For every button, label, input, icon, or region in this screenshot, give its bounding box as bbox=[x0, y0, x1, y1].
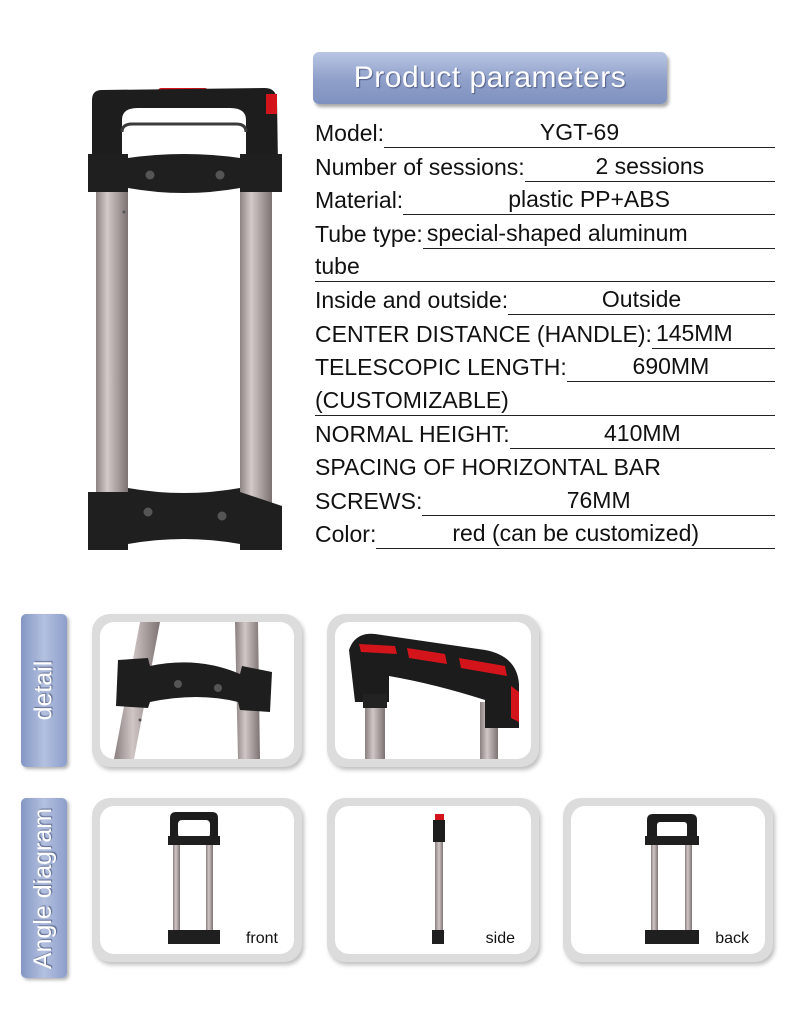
param-value: YGT-69 bbox=[384, 119, 775, 148]
param-label: SCREWS: bbox=[315, 487, 423, 514]
angle-diagram-section-tab bbox=[21, 798, 67, 978]
param-row-screws bbox=[315, 483, 775, 516]
trolley-handle-product-image bbox=[80, 80, 295, 560]
angle-side-frame bbox=[327, 798, 539, 962]
param-row-tube-continued bbox=[315, 250, 775, 283]
detail-bracket-frame bbox=[92, 614, 302, 767]
param-label: TELESCOPIC LENGTH: bbox=[315, 354, 567, 381]
param-label: Color: bbox=[315, 521, 377, 548]
front-view-caption: front bbox=[245, 930, 278, 947]
param-value: 690MM bbox=[567, 353, 775, 382]
param-row-inside-outside bbox=[315, 283, 775, 316]
param-row-tube-type bbox=[315, 216, 775, 249]
back-view-caption: back bbox=[715, 930, 749, 947]
angle-front-frame bbox=[92, 798, 302, 962]
param-value: 410MM bbox=[510, 420, 775, 449]
parameters-list bbox=[315, 116, 775, 550]
param-row-sessions bbox=[315, 149, 775, 182]
param-label: Tube type: bbox=[315, 220, 423, 247]
param-row-model bbox=[315, 116, 775, 149]
param-row-spacing bbox=[315, 450, 775, 483]
detail-section-label: detail bbox=[29, 660, 58, 721]
handle-detail-image bbox=[335, 622, 531, 759]
param-row-color bbox=[315, 517, 775, 550]
param-value: plastic PP+ABS bbox=[403, 186, 775, 215]
param-row-customizable bbox=[315, 383, 775, 416]
detail-section-tab bbox=[21, 614, 67, 767]
param-row-center-distance bbox=[315, 316, 775, 349]
param-label: Number of sessions: bbox=[315, 153, 525, 180]
param-label: tube bbox=[315, 253, 775, 282]
param-label: NORMAL HEIGHT: bbox=[315, 420, 510, 447]
param-value: Outside bbox=[508, 286, 775, 315]
param-label: (CUSTOMIZABLE) bbox=[315, 387, 775, 416]
param-row-material bbox=[315, 183, 775, 216]
product-parameters-title: Product parameters bbox=[313, 52, 667, 104]
param-row-telescopic-length bbox=[315, 350, 775, 383]
param-value: 145MM bbox=[652, 320, 775, 349]
param-label: CENTER DISTANCE (HANDLE): bbox=[315, 320, 652, 347]
param-value: 2 sessions bbox=[525, 153, 775, 182]
param-label: Model: bbox=[315, 120, 385, 147]
angle-diagram-section-label: Angle diagram bbox=[29, 807, 58, 969]
bracket-detail-image bbox=[100, 622, 294, 759]
detail-handle-frame bbox=[327, 614, 539, 767]
param-value: red (can be customized) bbox=[376, 520, 775, 549]
side-view-caption: side bbox=[485, 930, 515, 947]
param-row-normal-height bbox=[315, 417, 775, 450]
param-value: 76MM bbox=[422, 487, 775, 516]
param-label: SPACING OF HORIZONTAL BAR bbox=[315, 454, 661, 481]
param-value: special-shaped aluminum bbox=[423, 220, 775, 249]
param-label: Material: bbox=[315, 187, 404, 214]
angle-back-frame bbox=[563, 798, 773, 962]
param-label: Inside and outside: bbox=[315, 287, 509, 314]
